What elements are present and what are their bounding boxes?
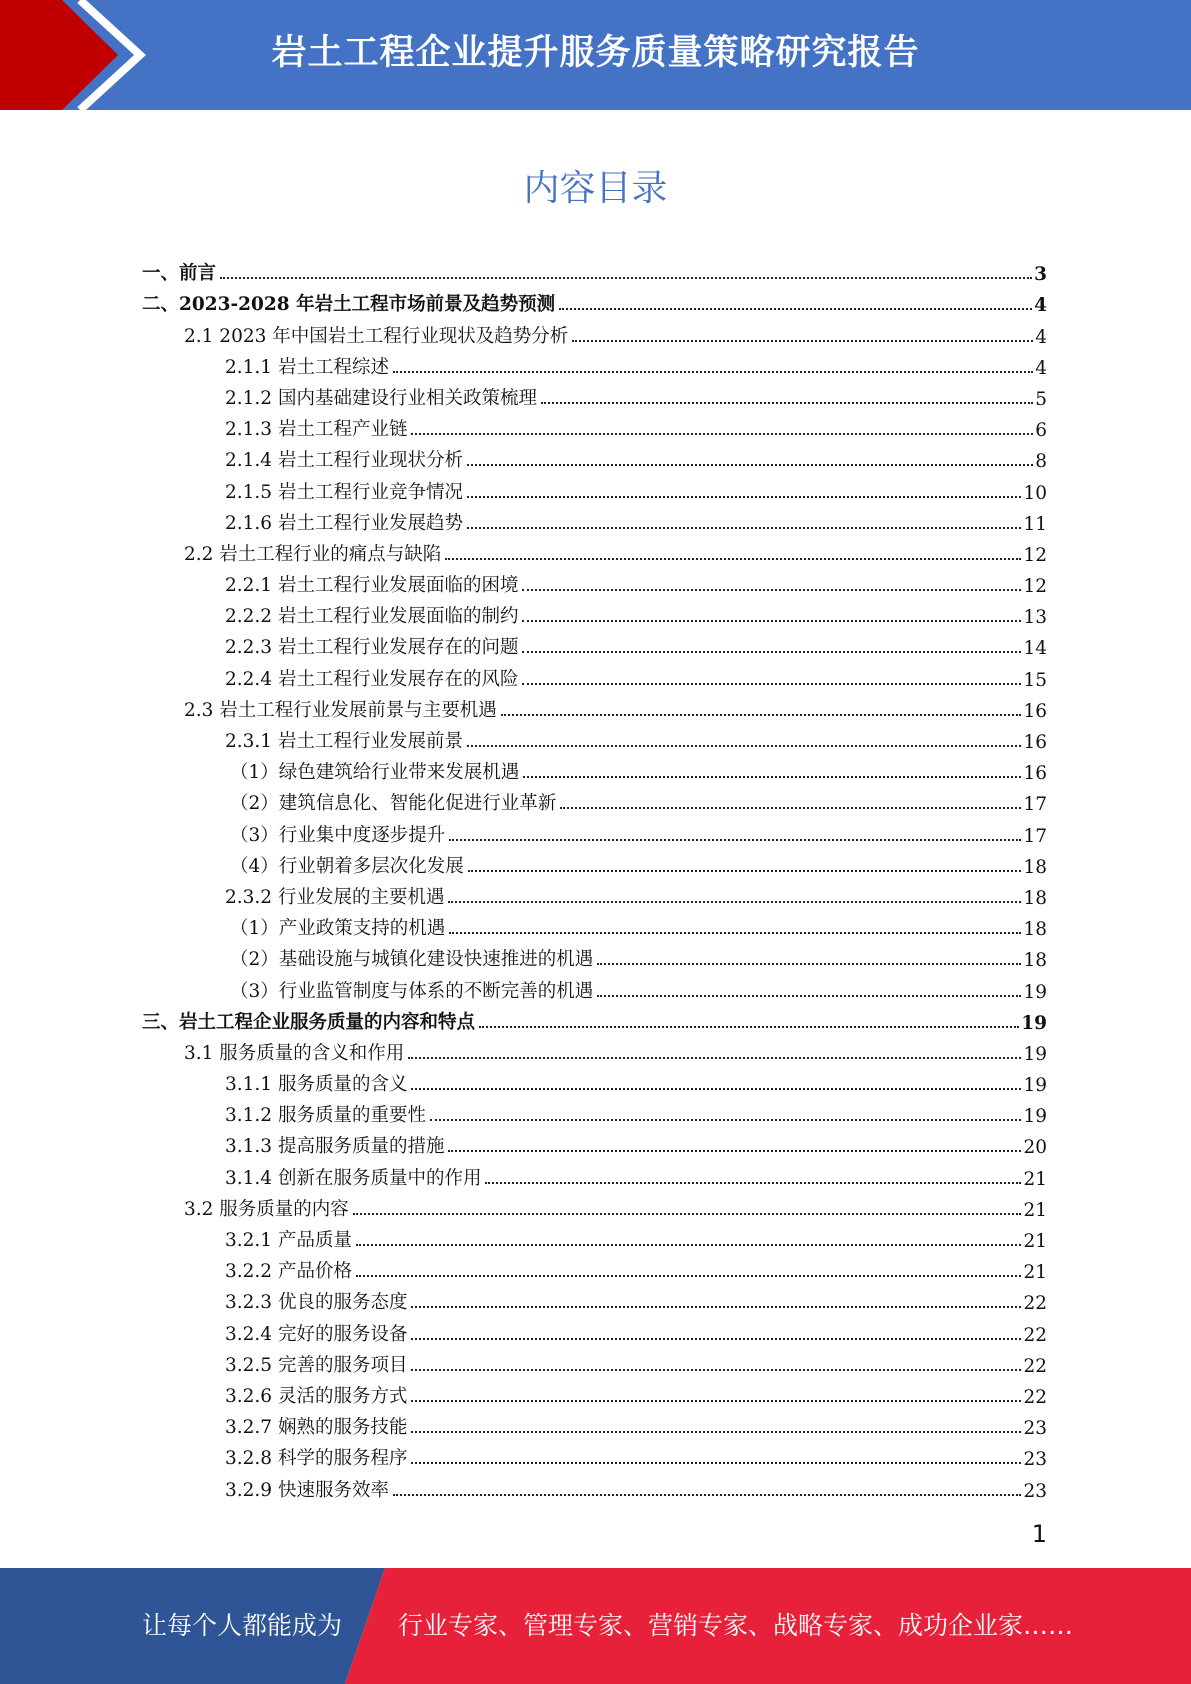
toc-entry-label: 3.1.3 提高服务质量的措施 (225, 1136, 445, 1158)
toc-dot-leader (467, 464, 1033, 466)
toc-entry-label: 3.1.1 服务质量的含义 (225, 1074, 408, 1096)
toc-entry-page: 18 (1023, 919, 1047, 941)
toc-dot-leader (448, 1150, 1021, 1152)
toc-dot-leader (597, 963, 1021, 965)
toc-entry-label: 2.2 岩土工程行业的痛点与缺陷 (184, 543, 442, 565)
toc-heading: 内容目录 (523, 168, 668, 209)
toc-entry-page: 21 (1023, 1199, 1047, 1221)
toc-dot-leader (467, 527, 1021, 529)
toc-entry-label: 2.2.1 岩土工程行业发展面临的困境 (225, 575, 519, 597)
toc-entry-page: 16 (1023, 732, 1047, 753)
toc-entry-page: 18 (1023, 887, 1047, 909)
toc-entry-page: 12 (1023, 576, 1047, 598)
toc-entry-page: 21 (1023, 1231, 1047, 1252)
toc-entry[interactable] (142, 1158, 1047, 1189)
toc-entry[interactable] (142, 285, 1047, 316)
toc-entry[interactable] (142, 1439, 1047, 1470)
toc-entry[interactable] (142, 566, 1047, 597)
toc-entry-page: 13 (1023, 607, 1047, 629)
toc-dot-leader (479, 1026, 1019, 1028)
toc-entry-label: 三、岩土工程企业服务质量的内容和特点 (142, 1011, 476, 1033)
toc-entry-page: 23 (1023, 1480, 1047, 1502)
toc-dot-leader (485, 1182, 1021, 1184)
toc-entry-page: 4 (1035, 326, 1047, 348)
toc-entry-label: 3.2.9 快速服务效率 (225, 1479, 389, 1501)
toc-entry-label: 3.2.7 娴熟的服务技能 (225, 1417, 408, 1439)
toc-dot-leader (501, 714, 1022, 716)
toc-entry-page: 16 (1023, 700, 1047, 722)
toc-dot-leader (449, 839, 1021, 841)
footer-slogan-left: 让每个人都能成为 (142, 1611, 343, 1640)
toc-entry-label: 3.2.8 科学的服务程序 (225, 1448, 408, 1470)
toc-entry-page: 15 (1023, 669, 1047, 691)
toc-entry[interactable] (142, 659, 1047, 690)
footer-slogan-right: 行业专家、管理专家、营销专家、战略专家、成功企业家…… (398, 1611, 1074, 1640)
toc-entry-page: 21 (1023, 1262, 1047, 1284)
toc-entry-page: 3 (1034, 264, 1047, 286)
toc-dot-leader (468, 870, 1022, 872)
toc-entry-page: 22 (1023, 1355, 1047, 1377)
toc-dot-leader (560, 807, 1021, 809)
toc-entry[interactable] (142, 691, 1047, 722)
toc-dot-leader (522, 589, 1021, 591)
toc-entry[interactable] (142, 1003, 1047, 1034)
toc-entry[interactable] (142, 628, 1047, 659)
toc-entry-label: 2.1.4 岩土工程行业现状分析 (225, 450, 463, 472)
toc-entry[interactable] (142, 1470, 1047, 1501)
toc-entry-page: 22 (1023, 1293, 1047, 1315)
toc-entry-page: 19 (1023, 981, 1047, 1003)
toc-entry[interactable] (142, 379, 1047, 410)
toc-entry[interactable] (142, 472, 1047, 503)
toc-entry-label: 2.1 2023 年中国岩土工程行业现状及趋势分析 (184, 325, 569, 347)
toc-dot-leader (353, 1213, 1022, 1215)
toc-dot-leader (522, 651, 1021, 653)
toc-dot-leader (411, 1369, 1021, 1371)
toc-entry-page: 19 (1023, 1043, 1047, 1065)
toc-dot-leader (356, 1244, 1022, 1246)
toc-entry-label: 3.1 服务质量的含义和作用 (184, 1042, 405, 1064)
toc-dot-leader (467, 496, 1021, 498)
toc-entry-label: 3.2.6 灵活的服务方式 (225, 1385, 408, 1407)
toc-entry-label: 2.3.1 岩土工程行业发展前景 (225, 731, 463, 752)
toc-entry[interactable] (142, 316, 1047, 347)
toc-entry-label: （1）绿色建筑给行业带来发展机遇 (230, 762, 520, 784)
toc-entry-label: （2）建筑信息化、智能化促进行业革新 (230, 793, 557, 815)
toc-entry[interactable] (142, 1314, 1047, 1345)
toc-dot-leader (449, 932, 1021, 934)
page-number: 1 (1031, 1520, 1047, 1548)
toc-entry[interactable] (142, 441, 1047, 472)
toc-entry-label: 2.2.2 岩土工程行业发展面临的制约 (225, 606, 519, 628)
toc-entry[interactable] (142, 1408, 1047, 1439)
toc-entry-page: 22 (1023, 1324, 1047, 1346)
toc-dot-leader (393, 1494, 1021, 1496)
toc-entry-label: 2.1.3 岩土工程产业链 (225, 419, 408, 441)
toc-entry-page: 22 (1023, 1386, 1047, 1408)
toc-entry[interactable] (142, 940, 1047, 971)
toc-entry-page: 6 (1035, 420, 1047, 442)
toc-entry-label: （3）行业监管制度与体系的不断完善的机遇 (230, 980, 594, 1002)
toc-entry-page: 18 (1023, 856, 1047, 878)
toc-entry[interactable] (142, 504, 1047, 535)
toc-entry-label: （3）行业集中度逐步提升 (230, 824, 446, 846)
toc-entry-page: 21 (1023, 1168, 1047, 1190)
toc-entry-label: 3.2.5 完善的服务项目 (225, 1354, 408, 1376)
toc-entry-label: 2.2.3 岩土工程行业发展存在的问题 (225, 637, 519, 659)
toc-entry-page: 11 (1023, 513, 1047, 535)
toc-dot-leader (523, 776, 1021, 778)
toc-dot-leader (411, 1338, 1021, 1340)
toc-dot-leader (448, 901, 1021, 903)
toc-entry-label: 2.2.4 岩土工程行业发展存在的风险 (225, 668, 519, 690)
toc-entry-label: 2.1.2 国内基础建设行业相关政策梳理 (225, 387, 537, 409)
toc-entry-label: 二、2023-2028 年岩土工程市场前景及趋势预测 (142, 294, 556, 316)
toc-entry-page: 8 (1035, 451, 1047, 473)
toc-entry-page: 14 (1023, 638, 1047, 660)
toc-entry[interactable] (142, 535, 1047, 566)
table-of-contents (142, 254, 1047, 1502)
toc-entry[interactable] (142, 847, 1047, 878)
toc-dot-leader (541, 402, 1033, 404)
toc-dot-leader (393, 371, 1033, 373)
toc-entry-page: 23 (1023, 1418, 1047, 1440)
toc-entry-label: 2.3 岩土工程行业发展前景与主要机遇 (184, 699, 497, 721)
toc-dot-leader (445, 558, 1021, 560)
toc-entry-page: 10 (1023, 482, 1047, 504)
page-header (0, 0, 1191, 110)
toc-entry-page: 20 (1023, 1137, 1047, 1159)
toc-entry[interactable] (142, 410, 1047, 441)
toc-dot-leader (522, 683, 1021, 685)
toc-entry-page: 19 (1023, 1106, 1047, 1128)
toc-entry[interactable] (142, 1346, 1047, 1377)
toc-entry[interactable] (142, 971, 1047, 1002)
toc-entry-label: 2.1.6 岩土工程行业发展趋势 (225, 512, 463, 534)
toc-entry-label: 2.1.1 岩土工程综述 (225, 356, 389, 378)
toc-entry-label: 3.2 服务质量的内容 (184, 1198, 349, 1220)
toc-entry-page: 17 (1023, 794, 1047, 816)
toc-entry[interactable] (142, 909, 1047, 940)
toc-entry-page: 17 (1023, 825, 1047, 847)
toc-entry-label: 3.2.2 产品价格 (225, 1261, 352, 1283)
toc-entry-page: 12 (1023, 544, 1047, 566)
toc-dot-leader (411, 1462, 1021, 1464)
toc-dot-leader (559, 308, 1032, 310)
toc-entry-label: 3.2.3 优良的服务态度 (225, 1292, 408, 1314)
toc-entry[interactable] (142, 1377, 1047, 1408)
toc-entry-page: 19 (1023, 1075, 1047, 1097)
toc-entry-label: （2）基础设施与城镇化建设快速推进的机遇 (230, 949, 594, 971)
toc-entry[interactable] (142, 815, 1047, 846)
toc-dot-leader (356, 1275, 1022, 1277)
toc-entry-page: 16 (1023, 763, 1047, 785)
toc-entry-page: 18 (1023, 950, 1047, 972)
toc-dot-leader (411, 1400, 1021, 1402)
toc-entry-label: （1）产业政策支持的机遇 (230, 918, 446, 940)
toc-dot-leader (220, 277, 1032, 279)
toc-dot-leader (411, 1088, 1021, 1090)
toc-dot-leader (430, 1119, 1021, 1121)
toc-entry-label: 3.1.2 服务质量的重要性 (225, 1105, 426, 1127)
toc-dot-leader (522, 620, 1021, 622)
toc-entry-label: 2.1.5 岩土工程行业竞争情况 (225, 481, 463, 503)
toc-dot-leader (411, 1431, 1021, 1433)
toc-entry[interactable] (142, 1065, 1047, 1096)
toc-entry[interactable] (142, 878, 1047, 909)
toc-entry[interactable] (142, 348, 1047, 379)
toc-entry[interactable] (142, 753, 1047, 784)
toc-entry-page: 4 (1034, 295, 1047, 317)
page-footer (0, 1568, 1191, 1684)
toc-entry[interactable] (142, 1190, 1047, 1221)
toc-entry-label: 3.1.4 创新在服务质量中的作用 (225, 1167, 482, 1189)
toc-entry-page: 19 (1021, 1012, 1047, 1034)
toc-entry[interactable] (142, 722, 1047, 753)
toc-dot-leader (467, 745, 1021, 747)
toc-entry[interactable] (142, 1096, 1047, 1127)
toc-entry[interactable] (142, 254, 1047, 285)
toc-dot-leader (411, 1306, 1021, 1308)
toc-dot-leader (408, 1057, 1021, 1059)
toc-entry-label: 一、前言 (142, 263, 217, 285)
toc-dot-leader (572, 340, 1033, 342)
toc-entry[interactable] (142, 1221, 1047, 1252)
toc-entry[interactable] (142, 784, 1047, 815)
toc-entry[interactable] (142, 1034, 1047, 1065)
toc-entry-label: （4）行业朝着多层次化发展 (230, 855, 464, 877)
toc-entry-page: 5 (1035, 388, 1047, 410)
toc-entry[interactable] (142, 1252, 1047, 1283)
toc-entry[interactable] (142, 1283, 1047, 1314)
report-title: 岩土工程企业提升服务质量策略研究报告 (271, 33, 920, 73)
toc-entry-label: 2.3.2 行业发展的主要机遇 (225, 886, 445, 908)
toc-dot-leader (597, 995, 1021, 997)
toc-entry-label: 3.2.1 产品质量 (225, 1230, 352, 1251)
toc-entry-label: 3.2.4 完好的服务设备 (225, 1323, 408, 1345)
toc-dot-leader (411, 433, 1033, 435)
toc-entry-page: 4 (1035, 357, 1047, 379)
toc-entry-page: 23 (1023, 1449, 1047, 1471)
toc-entry[interactable] (142, 1127, 1047, 1158)
toc-entry[interactable] (142, 597, 1047, 628)
